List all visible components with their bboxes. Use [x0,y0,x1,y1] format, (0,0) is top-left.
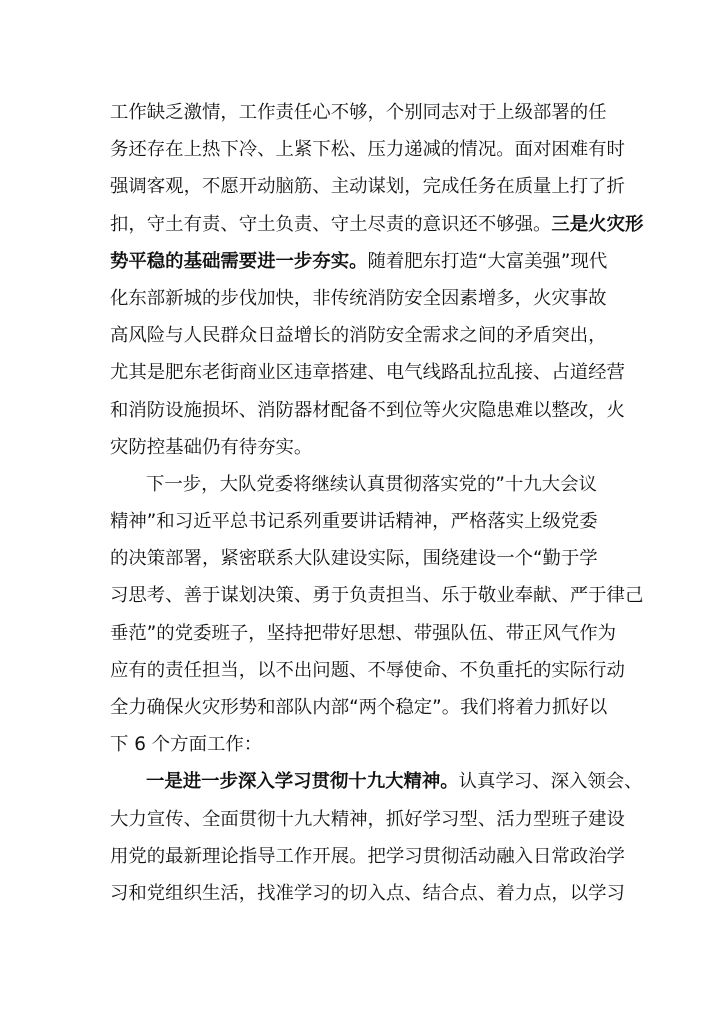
text-line [110,206,644,243]
text-segment: 高风险与人民群众日益增长的消防安全需求之间的矛盾突出， [110,325,607,347]
text-segment: 化东部新城的步伐加快，非传统消防安全因素增多，火灾事故 [110,287,607,309]
text-segment: 务还存在上热下冷、上紧下松、压力递减的情况。面对困难有时 [110,139,625,161]
text-line [110,801,630,838]
text-segment: 习思考、善于谋划决策、勇于负责担当、乐于敬业奉献、严于律己 [110,585,644,607]
text-segment: 灾防控基础仍有待夯实。 [110,436,313,458]
text-line [110,168,630,205]
text-segment: 工作缺乏激情，工作责任心不够，个别同志对于上级部署的任 [110,102,607,123]
text-segment: 用党的最新理论指导工作开展。把学习贯彻活动融入日常政治学 [110,845,625,867]
text-segment: 垂范”的党委班子，坚持把带好思想、带强队伍、带正风气作为 [110,622,617,644]
text-line [110,577,644,614]
text-line [110,392,630,429]
text-line [110,726,630,763]
bold-text-segment: 势平稳的基础需要进一步夯实。 [110,250,368,272]
text-line [110,540,630,577]
text-segment: 的决策部署，紧密联系大队建设实际，围绕建设一个“勤于学 [110,548,598,570]
paragraph-first-line [110,466,630,503]
text-segment: 和消防设施损坏、消防器材配备不到位等火灾隐患难以整改，火 [110,399,625,421]
bold-text-segment: 三是火灾形 [551,213,644,235]
text-line [110,615,630,652]
text-segment: 强调客观，不愿开动脑筋、主动谋划，完成任务在质量上打了折 [110,176,625,198]
text-line [110,875,630,912]
text-segment: 大力宣传、全面贯彻十九大精神，抓好学习型、活力型班子建设 [110,808,625,830]
text-line [110,652,630,689]
text-line [110,243,630,280]
text-segment: 认真学习、深入领会、 [458,771,643,793]
text-line [110,94,630,131]
text-segment: 扣，守土有责、守土负责、守土尽责的意识还不够强。 [110,213,552,235]
paragraph-first-line [110,763,643,800]
bold-text-segment: 一是进一步深入学习贯彻十九大精神。 [146,771,459,793]
text-line [110,838,630,875]
text-segment: 习和党组织生活，找准学习的切入点、结合点、着力点，以学习 [110,882,625,904]
text-line [110,429,630,466]
text-segment: 全力确保火灾形势和部队内部“两个稳定”。我们将着力抓好以 [110,697,608,718]
text-line [110,317,630,354]
text-segment: 下 6 个方面工作： [110,734,263,756]
text-line [110,503,630,540]
text-line [110,280,630,317]
text-line [110,354,630,391]
text-segment: 随着肥东打造“大富美强”现代 [367,250,608,272]
text-segment: 尤其是肥东老街商业区违章搭建、电气线路乱拉乱接、占道经营 [110,362,625,384]
text-segment: 应有的责任担当，以不出问题、不辱使命、不负重托的实际行动 [110,659,625,681]
text-segment: 下一步，大队党委将继续认真贯彻落实党的”十九大会议 [146,473,597,495]
document-body [110,94,644,912]
text-line [110,689,630,726]
text-line [110,131,630,168]
text-segment: 精神”和习近平总书记系列重要讲话精神，严格落实上级党委 [110,511,598,533]
